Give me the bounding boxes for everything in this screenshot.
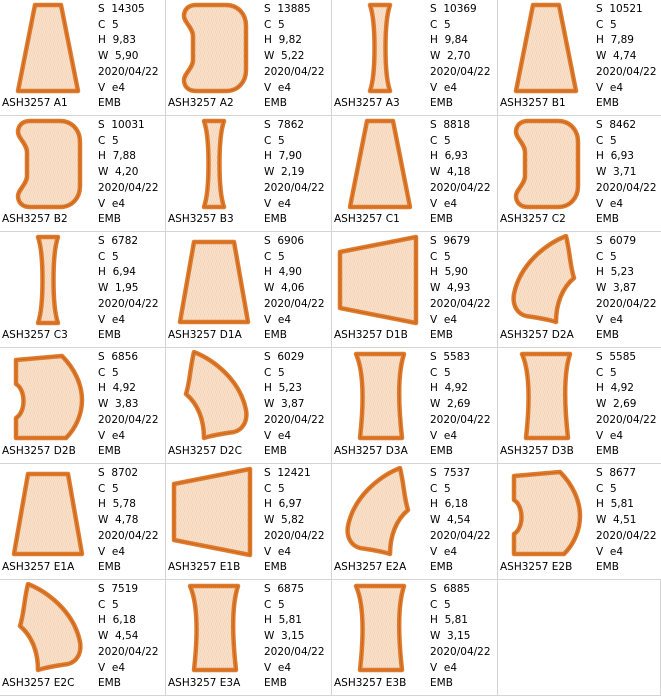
file-version: V e4 <box>430 661 457 674</box>
color-count: C 5 <box>98 134 119 147</box>
hourglass-strip-icon <box>168 118 260 210</box>
file-version: V e4 <box>98 313 125 326</box>
file-details <box>98 118 159 228</box>
stitch-count: S 8818 <box>430 119 471 131</box>
hourglass-strip-icon <box>334 2 426 94</box>
design-width: W 3,15 <box>430 630 471 643</box>
file-tile[interactable] <box>0 464 166 580</box>
file-format: EMB <box>264 677 287 690</box>
file-version: V e4 <box>264 661 291 674</box>
color-count: C 5 <box>264 18 285 31</box>
stitch-count: S 10031 <box>98 119 145 131</box>
design-height: H 5,23 <box>596 266 634 279</box>
file-details <box>430 118 491 228</box>
design-width: W 4,06 <box>264 282 305 295</box>
stitch-count: S 6885 <box>430 583 471 595</box>
design-width: W 4,54 <box>430 514 471 527</box>
design-height: H 7,89 <box>596 34 634 47</box>
file-format: EMB <box>98 213 121 226</box>
file-version: V e4 <box>264 429 291 442</box>
file-version: V e4 <box>98 81 125 94</box>
stitch-count: S 6029 <box>264 351 305 363</box>
stitch-count: S 12421 <box>264 467 311 479</box>
file-name: ASH3257 E2C <box>2 677 75 689</box>
design-height: H 5,78 <box>98 498 136 511</box>
file-date: 2020/04/22 <box>98 529 159 542</box>
file-date: 2020/04/22 <box>264 297 325 310</box>
stitch-count: S 6856 <box>98 351 139 363</box>
file-details <box>98 234 159 344</box>
file-version: V e4 <box>98 545 125 558</box>
file-version: V e4 <box>98 661 125 674</box>
curved-notch-left-icon <box>2 118 94 210</box>
stitch-count: S 8462 <box>596 119 637 131</box>
design-width: W 5,90 <box>98 50 139 63</box>
stitch-count: S 6875 <box>264 583 305 595</box>
file-name: ASH3257 C3 <box>2 329 68 341</box>
file-name: ASH3257 B2 <box>2 213 68 225</box>
file-format: EMB <box>430 97 453 110</box>
design-width: W 4,54 <box>98 630 139 643</box>
file-format: EMB <box>430 561 453 574</box>
stitch-count: S 9679 <box>430 235 471 247</box>
file-format: EMB <box>264 213 287 226</box>
curved-wedge-left-icon <box>2 582 94 674</box>
file-details <box>596 234 657 344</box>
file-tile[interactable] <box>332 464 498 580</box>
design-height: H 7,88 <box>98 150 136 163</box>
file-version: V e4 <box>264 81 291 94</box>
file-date: 2020/04/22 <box>430 65 491 78</box>
design-width: W 3,15 <box>264 630 305 643</box>
file-version: V e4 <box>98 197 125 210</box>
file-version: V e4 <box>596 197 623 210</box>
file-date: 2020/04/22 <box>430 181 491 194</box>
file-details <box>264 234 325 344</box>
color-count: C 5 <box>430 366 451 379</box>
design-height: H 5,90 <box>430 266 468 279</box>
file-tile[interactable] <box>498 464 661 580</box>
file-details <box>430 234 491 344</box>
file-name: ASH3257 E1B <box>168 561 241 573</box>
design-width: W 4,51 <box>596 514 637 527</box>
design-height: H 6,97 <box>264 498 302 511</box>
design-height: H 4,92 <box>98 382 136 395</box>
color-count: C 5 <box>264 366 285 379</box>
stitch-count: S 5583 <box>430 351 471 363</box>
design-width: W 3,83 <box>98 398 139 411</box>
file-tile[interactable] <box>0 232 166 348</box>
color-count: C 5 <box>430 598 451 611</box>
file-name: ASH3257 A2 <box>168 97 234 109</box>
file-details <box>596 118 657 228</box>
file-date: 2020/04/22 <box>98 413 159 426</box>
file-tile[interactable] <box>498 348 661 464</box>
color-count: C 5 <box>430 250 451 263</box>
color-count: C 5 <box>596 18 617 31</box>
design-width: W 2,69 <box>430 398 471 411</box>
color-count: C 5 <box>430 18 451 31</box>
file-format: EMB <box>596 445 619 458</box>
file-name: ASH3257 D2A <box>500 329 574 341</box>
design-width: W 2,69 <box>596 398 637 411</box>
curved-notch-side-icon <box>500 466 592 558</box>
design-width: W 2,19 <box>264 166 305 179</box>
hourglass-strip-icon <box>2 234 94 326</box>
file-name: ASH3257 C1 <box>334 213 400 225</box>
file-version: V e4 <box>264 545 291 558</box>
design-height: H 9,84 <box>430 34 468 47</box>
color-count: C 5 <box>430 482 451 495</box>
file-name: ASH3257 E2B <box>500 561 573 573</box>
file-date: 2020/04/22 <box>264 645 325 658</box>
stitch-count: S 10369 <box>430 3 477 15</box>
stitch-count: S 8677 <box>596 467 637 479</box>
file-version: V e4 <box>430 81 457 94</box>
color-count: C 5 <box>264 482 285 495</box>
file-name: ASH3257 D3A <box>334 445 408 457</box>
file-name: ASH3257 B1 <box>500 97 566 109</box>
file-version: V e4 <box>430 429 457 442</box>
file-format: EMB <box>98 445 121 458</box>
stitch-count: S 6079 <box>596 235 637 247</box>
design-height: H 5,81 <box>264 614 302 627</box>
color-count: C 5 <box>98 598 119 611</box>
design-height: H 5,23 <box>264 382 302 395</box>
file-details <box>264 466 325 576</box>
color-count: C 5 <box>264 134 285 147</box>
design-height: H 6,93 <box>430 150 468 163</box>
design-width: W 3,87 <box>264 398 305 411</box>
design-height: H 4,90 <box>264 266 302 279</box>
design-width: W 2,70 <box>430 50 471 63</box>
color-count: C 5 <box>98 250 119 263</box>
file-details <box>98 2 159 112</box>
design-height: H 6,94 <box>98 266 136 279</box>
design-width: W 4,74 <box>596 50 637 63</box>
stitch-count: S 14305 <box>98 3 145 15</box>
file-format: EMB <box>98 97 121 110</box>
color-count: C 5 <box>98 482 119 495</box>
file-version: V e4 <box>98 429 125 442</box>
file-tile[interactable] <box>0 348 166 464</box>
file-date: 2020/04/22 <box>264 413 325 426</box>
design-width: W 4,20 <box>98 166 139 179</box>
color-count: C 5 <box>98 18 119 31</box>
stitch-count: S 7519 <box>98 583 139 595</box>
file-version: V e4 <box>430 197 457 210</box>
file-date: 2020/04/22 <box>98 65 159 78</box>
file-name: ASH3257 D2C <box>168 445 242 457</box>
stitch-count: S 13885 <box>264 3 311 15</box>
empty-tile <box>498 580 661 696</box>
file-tile[interactable] <box>332 232 498 348</box>
file-details <box>264 2 325 112</box>
design-height: H 9,82 <box>264 34 302 47</box>
design-height: H 9,83 <box>98 34 136 47</box>
file-date: 2020/04/22 <box>596 65 657 78</box>
color-count: C 5 <box>430 134 451 147</box>
file-date: 2020/04/22 <box>596 297 657 310</box>
file-format: EMB <box>596 561 619 574</box>
curved-notch-left-icon <box>168 2 260 94</box>
file-format: EMB <box>596 97 619 110</box>
stitch-count: S 6906 <box>264 235 305 247</box>
file-details <box>264 118 325 228</box>
design-height: H 5,81 <box>596 498 634 511</box>
file-name: ASH3257 A1 <box>2 97 68 109</box>
file-details <box>98 466 159 576</box>
file-format: EMB <box>430 213 453 226</box>
file-tile[interactable] <box>332 0 498 116</box>
design-height: H 4,92 <box>430 382 468 395</box>
file-details <box>596 2 657 112</box>
design-height: H 5,81 <box>430 614 468 627</box>
file-version: V e4 <box>596 545 623 558</box>
file-details <box>98 582 159 692</box>
stitch-count: S 7862 <box>264 119 305 131</box>
file-date: 2020/04/22 <box>430 645 491 658</box>
file-date: 2020/04/22 <box>98 645 159 658</box>
file-date: 2020/04/22 <box>264 529 325 542</box>
color-count: C 5 <box>264 250 285 263</box>
curved-wedge-left-icon <box>168 350 260 442</box>
flared-panel-icon <box>334 350 426 442</box>
design-width: W 3,87 <box>596 282 637 295</box>
file-date: 2020/04/22 <box>430 413 491 426</box>
design-height: H 7,90 <box>264 150 302 163</box>
curved-wedge-right-icon <box>500 234 592 326</box>
file-format: EMB <box>98 561 121 574</box>
file-name: ASH3257 E2A <box>334 561 407 573</box>
color-count: C 5 <box>98 366 119 379</box>
file-date: 2020/04/22 <box>430 529 491 542</box>
file-tile[interactable] <box>332 116 498 232</box>
file-tile[interactable] <box>332 348 498 464</box>
file-version: V e4 <box>430 545 457 558</box>
file-format: EMB <box>430 329 453 342</box>
file-tile[interactable] <box>166 232 332 348</box>
file-tile[interactable] <box>166 580 332 696</box>
file-name: ASH3257 E3A <box>168 677 241 689</box>
trapezoid-side-icon <box>334 234 426 326</box>
trapezoid-narrow-top-icon <box>2 2 94 94</box>
file-tile[interactable] <box>166 116 332 232</box>
file-details <box>264 582 325 692</box>
file-date: 2020/04/22 <box>596 529 657 542</box>
file-format: EMB <box>596 213 619 226</box>
file-details <box>430 350 491 460</box>
trapezoid-wide-icon <box>168 234 260 326</box>
design-width: W 4,18 <box>430 166 471 179</box>
file-tile[interactable] <box>0 116 166 232</box>
trapezoid-side-icon <box>168 466 260 558</box>
file-date: 2020/04/22 <box>98 181 159 194</box>
file-date: 2020/04/22 <box>264 181 325 194</box>
file-details <box>596 350 657 460</box>
flared-panel-icon <box>500 350 592 442</box>
file-format: EMB <box>264 561 287 574</box>
file-name: ASH3257 A3 <box>334 97 400 109</box>
design-height: H 6,93 <box>596 150 634 163</box>
flared-panel-icon <box>334 582 426 674</box>
color-count: C 5 <box>596 134 617 147</box>
file-name: ASH3257 C2 <box>500 213 566 225</box>
file-format: EMB <box>264 329 287 342</box>
file-details <box>596 466 657 576</box>
design-height: H 4,92 <box>596 382 634 395</box>
file-tile[interactable] <box>0 580 166 696</box>
file-tile[interactable] <box>498 232 661 348</box>
file-date: 2020/04/22 <box>264 65 325 78</box>
file-version: V e4 <box>430 313 457 326</box>
stitch-count: S 10521 <box>596 3 643 15</box>
trapezoid-wide-icon <box>2 466 94 558</box>
stitch-count: S 6782 <box>98 235 139 247</box>
file-details <box>264 350 325 460</box>
design-width: W 3,71 <box>596 166 637 179</box>
file-version: V e4 <box>596 429 623 442</box>
file-name: ASH3257 E1A <box>2 561 75 573</box>
file-date: 2020/04/22 <box>596 181 657 194</box>
trapezoid-narrow-top-icon <box>500 2 592 94</box>
file-format: EMB <box>264 445 287 458</box>
curved-wedge-right-icon <box>334 466 426 558</box>
design-width: W 5,22 <box>264 50 305 63</box>
file-format: EMB <box>98 677 121 690</box>
color-count: C 5 <box>596 482 617 495</box>
stitch-count: S 8702 <box>98 467 139 479</box>
file-details <box>430 466 491 576</box>
design-width: W 4,93 <box>430 282 471 295</box>
design-height: H 6,18 <box>430 498 468 511</box>
flared-panel-icon <box>168 582 260 674</box>
color-count: C 5 <box>596 250 617 263</box>
file-details <box>430 582 491 692</box>
stitch-count: S 5585 <box>596 351 637 363</box>
stitch-count: S 7537 <box>430 467 471 479</box>
file-details <box>98 350 159 460</box>
file-format: EMB <box>264 97 287 110</box>
file-name: ASH3257 D1A <box>168 329 242 341</box>
curved-notch-side-icon <box>2 350 94 442</box>
file-tile[interactable] <box>332 580 498 696</box>
file-name: ASH3257 D2B <box>2 445 76 457</box>
file-version: V e4 <box>264 313 291 326</box>
design-width: W 1,95 <box>98 282 139 295</box>
file-tile[interactable] <box>498 116 661 232</box>
file-tile[interactable] <box>498 0 661 116</box>
file-format: EMB <box>430 445 453 458</box>
file-name: ASH3257 E3B <box>334 677 407 689</box>
design-height: H 6,18 <box>98 614 136 627</box>
file-date: 2020/04/22 <box>98 297 159 310</box>
file-format: EMB <box>430 677 453 690</box>
file-name: ASH3257 D1B <box>334 329 408 341</box>
file-tile[interactable] <box>166 464 332 580</box>
file-version: V e4 <box>596 313 623 326</box>
file-version: V e4 <box>264 197 291 210</box>
color-count: C 5 <box>596 366 617 379</box>
design-width: W 5,82 <box>264 514 305 527</box>
trapezoid-narrow-top-icon <box>334 118 426 210</box>
file-tile[interactable] <box>166 348 332 464</box>
file-tile[interactable] <box>166 0 332 116</box>
file-name: ASH3257 D3B <box>500 445 574 457</box>
file-tile[interactable] <box>0 0 166 116</box>
curved-notch-left-icon <box>500 118 592 210</box>
file-version: V e4 <box>596 81 623 94</box>
file-date: 2020/04/22 <box>430 297 491 310</box>
file-format: EMB <box>596 329 619 342</box>
file-details <box>430 2 491 112</box>
color-count: C 5 <box>264 598 285 611</box>
file-date: 2020/04/22 <box>596 413 657 426</box>
file-format: EMB <box>98 329 121 342</box>
design-width: W 4,78 <box>98 514 139 527</box>
file-name: ASH3257 B3 <box>168 213 234 225</box>
